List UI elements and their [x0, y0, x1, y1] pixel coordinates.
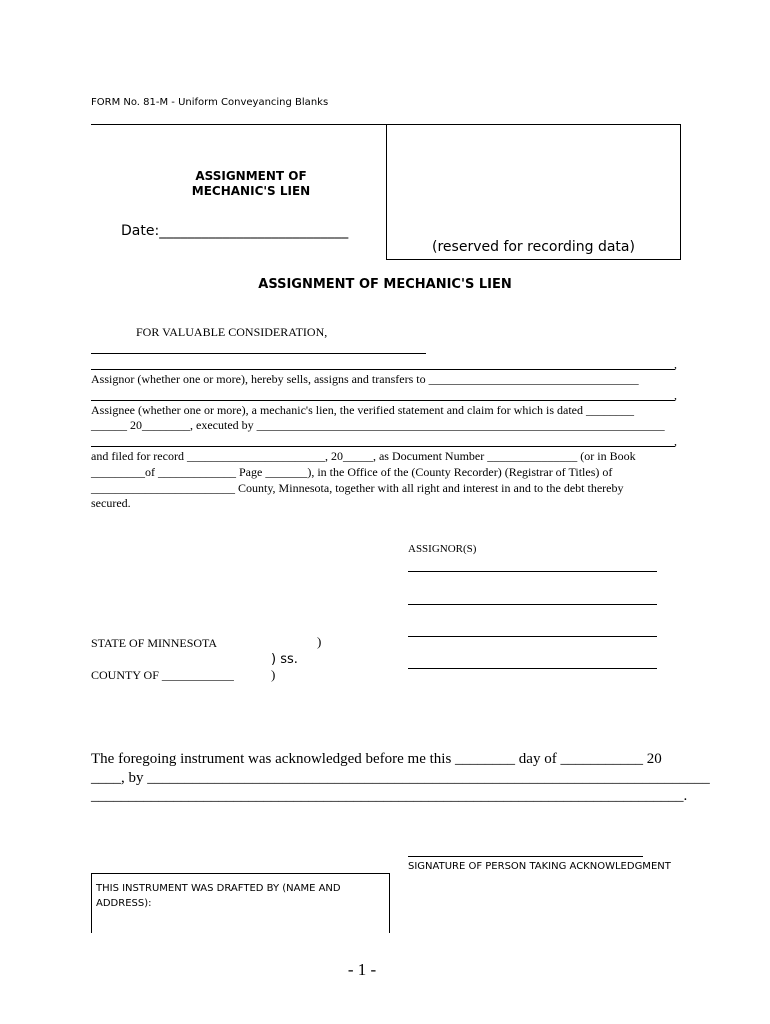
secured-text: secured. — [91, 496, 131, 510]
book-text: _________of _____________ Page _______), in the Office of the (County Recorder) (Registrar of Titles) of — [91, 465, 613, 479]
drafted-by-box — [91, 873, 390, 933]
recording-box-label: (reserved for recording data) — [432, 239, 635, 255]
title-line-1: ASSIGNMENT OF — [195, 169, 307, 183]
assignor-signature-line-1[interactable] — [408, 571, 657, 572]
acknowledgment-line-3: _______________________________________________________________________________. — [91, 788, 688, 804]
assignee-text: Assignee (whether one or more), a mechanic's lien, the verified statement and claim for which is dated ________ — [91, 403, 634, 417]
blank-line-4[interactable] — [91, 446, 675, 447]
acknowledgment-line-2: ____, by ___________________________________________________________________________ — [91, 770, 710, 786]
header-rule — [91, 124, 387, 125]
drafted-by-line-2: ADDRESS): — [96, 898, 152, 909]
filed-text: and filed for record _______________________, 20_____, as Document Number _______________ (or in Book — [91, 449, 636, 463]
blank-line-1[interactable] — [91, 353, 426, 354]
date-blank: ___________________________ — [159, 223, 349, 239]
recording-data-box — [386, 124, 681, 260]
county-of-field[interactable] — [91, 668, 234, 683]
assignor-signature-line-4[interactable] — [408, 668, 657, 669]
acknowledgment-signature-line[interactable] — [408, 856, 643, 857]
signature-label: SIGNATURE OF PERSON TAKING ACKNOWLEDGMENT — [408, 861, 671, 872]
date-label: Date: — [121, 223, 160, 239]
main-title: ASSIGNMENT OF MECHANIC'S LIEN — [258, 277, 512, 292]
assignor-signature-line-2[interactable] — [408, 604, 657, 605]
county-of-blank: ___________ — [167, 668, 234, 682]
assignors-label: ASSIGNOR(S) — [408, 543, 477, 555]
acknowledgment-line-1: The foregoing instrument was acknowledged before me this ________ day of ___________ 20 — [91, 751, 662, 767]
blank-line-3[interactable] — [91, 400, 675, 401]
county-of-label: COUNTY OF _ — [91, 668, 168, 682]
assignor-text: Assignor (whether one or more), hereby sells, assigns and transfers to ___________________________________ — [91, 372, 639, 386]
form-header: FORM No. 81-M - Uniform Conveyancing Blanks — [91, 97, 329, 108]
venue-paren-1: ) — [317, 634, 322, 649]
blank-line-2[interactable] — [91, 369, 675, 370]
venue-ss: ) ss. — [271, 652, 298, 667]
state-label: STATE OF MINNESOTA — [91, 636, 218, 650]
assignor-signature-line-3[interactable] — [408, 636, 657, 637]
page-number: - 1 - — [347, 960, 377, 979]
title-line-2: MECHANIC'S LIEN — [191, 184, 311, 198]
drafted-by-line-1: THIS INSTRUMENT WAS DRAFTED BY (NAME AND — [96, 883, 341, 894]
venue-paren-3: ) — [271, 667, 276, 682]
date-field[interactable] — [121, 223, 348, 239]
county-text: ________________________ County, Minnesota, together with all right and interest in and to the debt thereby — [91, 481, 624, 495]
consideration-text: FOR VALUABLE CONSIDERATION, — [136, 325, 328, 339]
executed-text: ______ 20________, executed by ____________________________________________________________________ — [91, 418, 665, 432]
